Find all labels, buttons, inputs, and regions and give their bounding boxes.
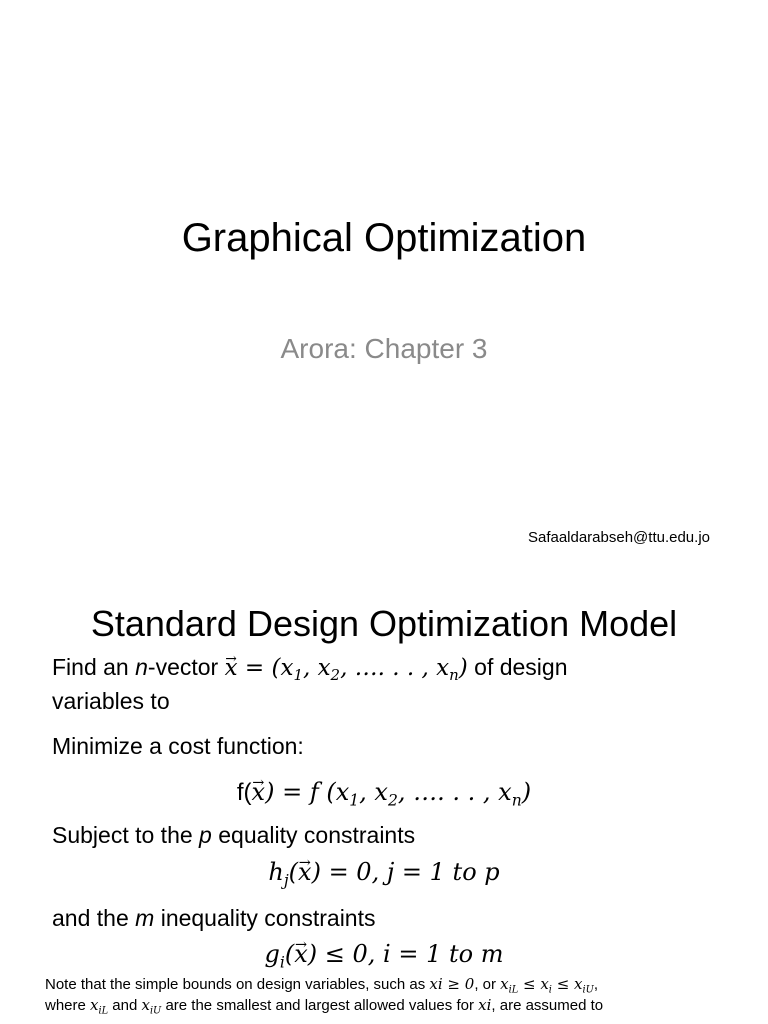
minimize-line: Minimize a cost function: [52, 733, 304, 759]
author-email: Safaaldarabseh@ttu.edu.jo [527, 529, 710, 546]
inequality-constraint-equation: $g_i(\to x) \le 0$, i = 1 to m [0, 938, 768, 971]
equality-constraints-line: Subject to the p equality constraints [52, 822, 416, 848]
model-slide [0, 580, 768, 1024]
find-line: Find an n-vector → $x = (x_1$, $x_2$, …. . . , $x_n$) of design [52, 651, 568, 684]
slide-title: Standard Design Optimization Model [90, 603, 678, 644]
bounds-note: Note that the simple bounds on design variables, such as xi ≥ 0, or $x_{iL} \le x_i \le x_{iU}$, where $x_{iL}$ and $x_{iU}$ are the smallest and largest allowed values for xi, are assumed to [45, 975, 604, 1017]
inequality-constraints-line: and the m inequality constraints [52, 905, 376, 931]
slide-title: Graphical Optimization [181, 216, 587, 260]
find-line-2: variables to [52, 688, 170, 714]
cost-function-equation: f(→ x) = f ($x_1$, $x_2$, …. . . , $x_n$) [0, 776, 768, 809]
equality-constraint-equation: $h_j(\to x) = 0$, j = 1 to p [0, 856, 768, 889]
slide-subtitle: Arora: Chapter 3 [280, 333, 488, 364]
